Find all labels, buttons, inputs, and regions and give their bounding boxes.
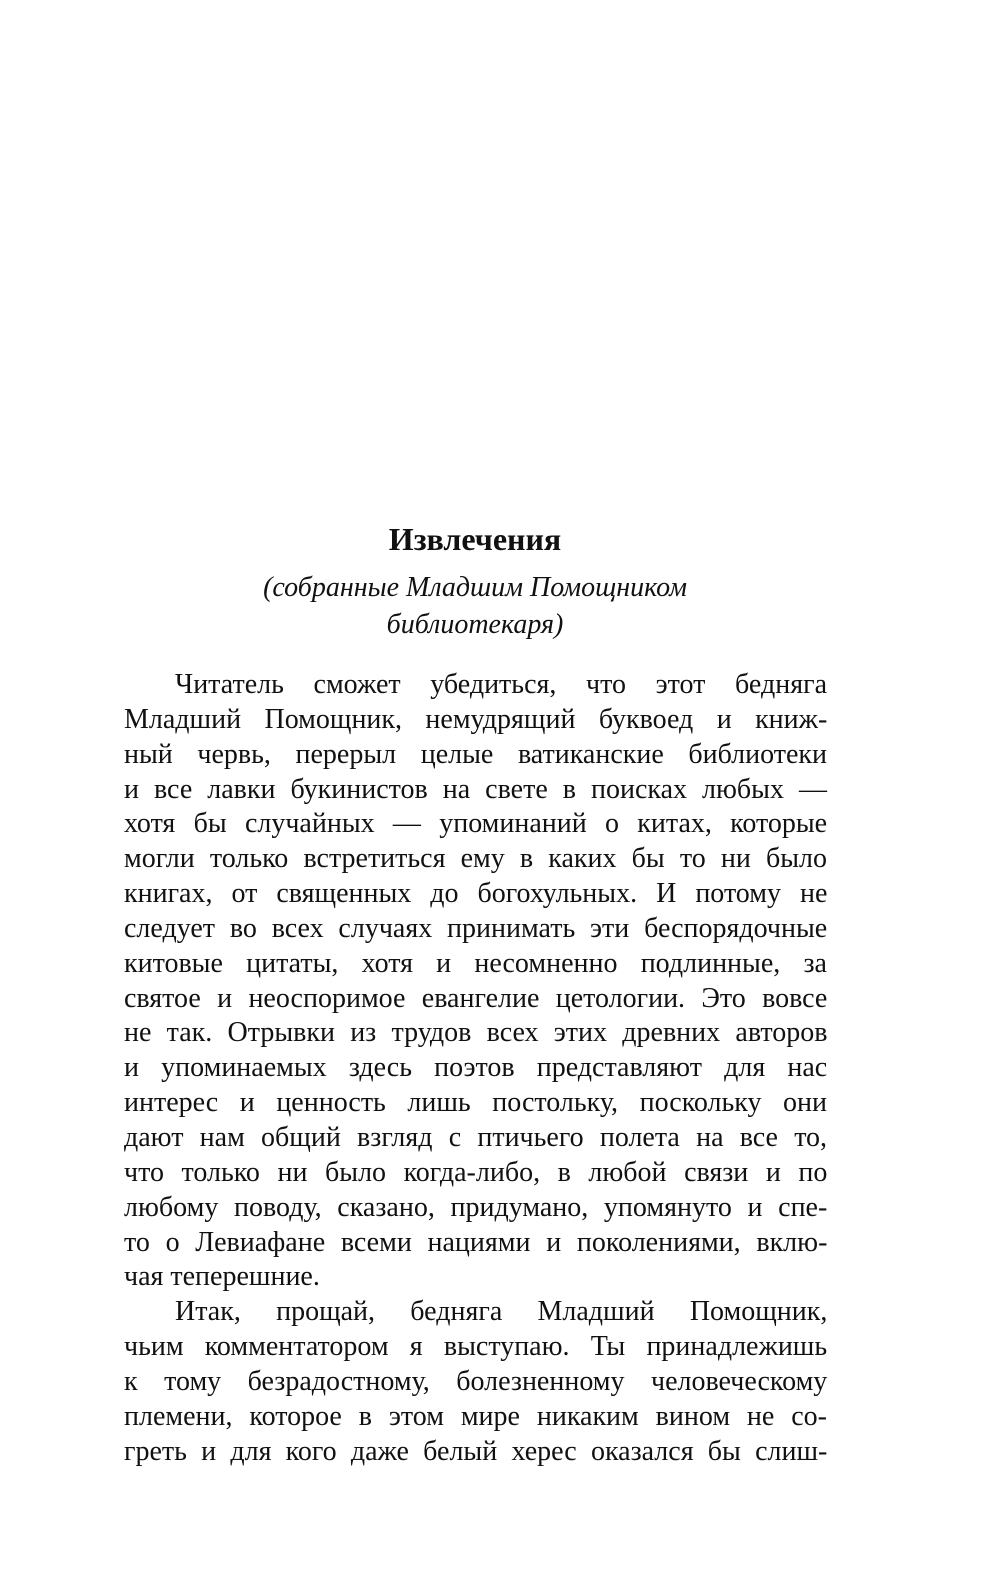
chapter-title: Извлечения (388, 521, 562, 557)
text-line: и упоминаемых здесь поэтов представляют для нас (124, 1052, 828, 1084)
chapter-subtitle (0, 569, 950, 643)
text-line: святое и неоспоримое евангелие цетологии. Это вовсе (124, 982, 828, 1014)
text-line: не так. Отрывки из трудов всех этих древних авторов (124, 1017, 828, 1049)
text-line: что только ни было когда-либо, в любой связи и по (124, 1156, 828, 1188)
subtitle-line: (собранные Младшим Помощником (263, 572, 687, 603)
text-line: Младший Помощник, немудрящий буквоед и книж- (124, 703, 828, 735)
text-line: и все лавки букинистов на свете в поисках любых — (124, 773, 827, 805)
text-line: китовые цитаты, хотя и несомненно подлинные, за (124, 947, 827, 979)
text-line: Итак, прощай, бедняга Младший Помощник, (175, 1296, 828, 1328)
text-line: племени, которое в этом мире никаким вином не со- (124, 1400, 827, 1432)
text-line: хотя бы случайных — упоминаний о китах, которые (124, 808, 828, 840)
text-line: могли только встретиться ему в каких бы то ни было (124, 843, 827, 875)
subtitle-line: библиотекаря) (386, 609, 564, 640)
text-line: Читатель сможет убедиться, что этот бедняга (175, 669, 827, 700)
text-line: чьим комментатором я выступаю. Ты принадлежишь (124, 1331, 828, 1363)
text-line: любому поводу, сказано, придумано, упомянуто и спе- (124, 1191, 828, 1223)
text-line: чая теперешние. (124, 1261, 320, 1293)
text-line: к тому безрадостному, болезненному человеческому (124, 1365, 828, 1397)
text-line: дают нам общий взгляд с птичьего полета на все то, (124, 1121, 828, 1153)
text-line: следует во всех случаях принимать эти беспорядочные (124, 912, 828, 944)
text-line: то о Левиафане всеми нациями и поколениями, вклю- (124, 1226, 828, 1258)
body-text (124, 668, 827, 1469)
text-line: ный червь, перерыл целые ватиканские библиотеки (124, 738, 827, 770)
text-line: книгах, от священных до богохульных. И потому не (124, 878, 828, 910)
paragraph-2 (124, 1295, 827, 1469)
text-line: греть и для кого даже белый херес оказался бы слиш- (124, 1435, 828, 1467)
text-line: интерес и ценность лишь постольку, поскольку они (124, 1087, 827, 1119)
paragraph-1 (124, 668, 827, 1295)
